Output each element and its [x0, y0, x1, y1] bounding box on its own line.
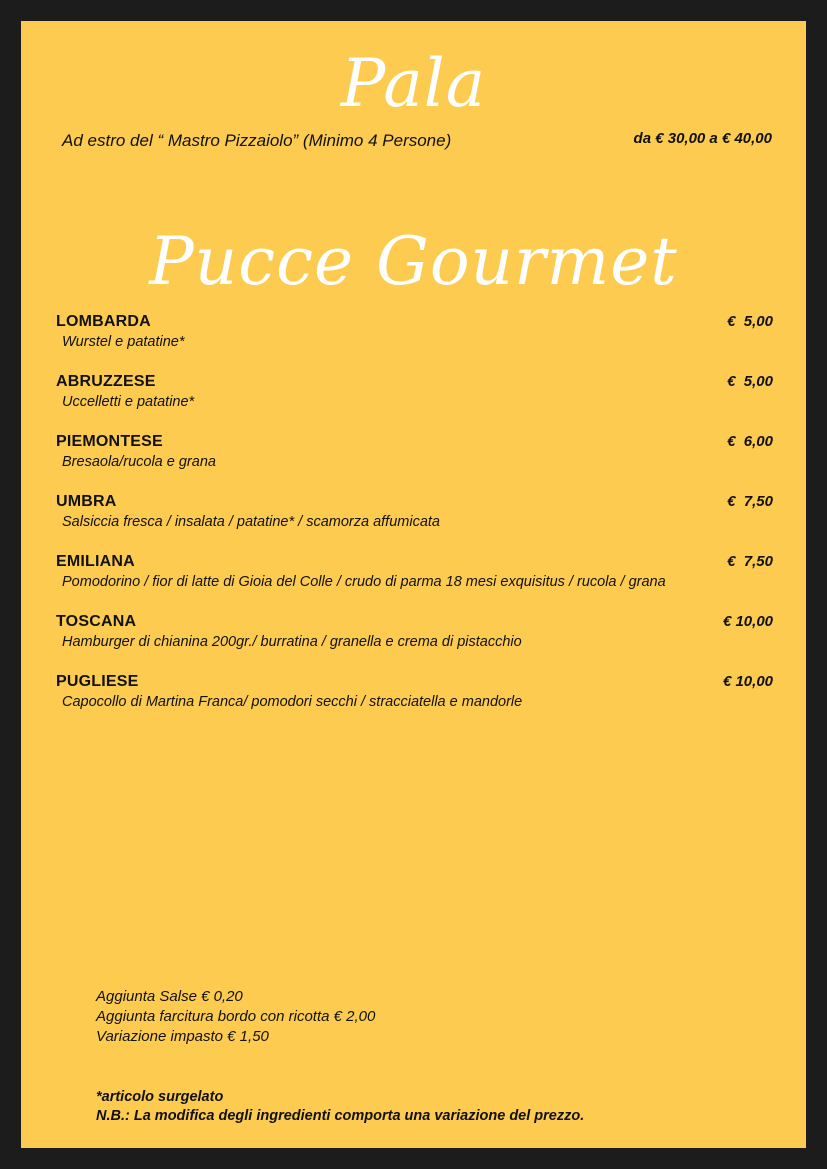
menu-item [56, 373, 773, 433]
menu-item-price: € 10,00 [722, 673, 773, 690]
footnotes [96, 1088, 584, 1126]
menu-item-description: Bresaola/rucola e grana [62, 454, 216, 470]
frozen-note: *articolo surgelato [96, 1089, 224, 1105]
menu-item [56, 553, 773, 613]
menu-item-name: PIEMONTESE [56, 433, 163, 450]
menu-item-price: € 5,00 [727, 313, 773, 330]
extra-dough-variation: Variazione impasto € 1,50 [96, 1028, 269, 1045]
menu-item-price: € 10,00 [722, 613, 773, 630]
menu-item-name: ABRUZZESE [56, 373, 156, 390]
menu-item [56, 673, 773, 733]
extras-list [96, 987, 375, 1047]
pucce-gourmet-title: Pucce Gourmet [149, 223, 678, 300]
menu-item-description: Pomodorino / fior di latte di Gioia del Colle / crudo di parma 18 mesi exquisitus / rucola / grana [62, 574, 666, 590]
pala-price: da € 30,00 a € 40,00 [633, 130, 772, 147]
extra-ricotta-crust: Aggiunta farcitura bordo con ricotta € 2,00 [96, 1008, 376, 1025]
menu-item-price: € 5,00 [727, 373, 773, 390]
extra-sauces: Aggiunta Salse € 0,20 [96, 988, 243, 1005]
menu-item-name: EMILIANA [56, 553, 135, 570]
menu-item-description: Capocollo di Martina Franca/ pomodori secchi / stracciatella e mandorle [62, 694, 523, 710]
menu-item-description: Uccelletti e patatine* [62, 394, 195, 410]
menu-item-price: € 7,50 [727, 553, 773, 570]
ingredient-change-note: N.B.: La modifica degli ingredienti comporta una variazione del prezzo. [96, 1108, 585, 1124]
menu-item [56, 613, 773, 673]
pala-title: Pala [340, 45, 487, 122]
menu-item-name: PUGLIESE [56, 673, 139, 690]
menu-item-name: TOSCANA [56, 613, 137, 630]
pucce-menu-list [56, 313, 773, 733]
menu-item-price: € 6,00 [727, 433, 773, 450]
menu-item-description: Hamburger di chianina 200gr./ burratina / granella e crema di pistacchio [62, 634, 522, 650]
menu-item [56, 313, 773, 373]
menu-item-price: € 7,50 [727, 493, 773, 510]
menu-item [56, 493, 773, 553]
menu-item-name: LOMBARDA [56, 313, 151, 330]
menu-item-description: Salsiccia fresca / insalata / patatine* / scamorza affumicata [62, 514, 440, 530]
menu-page [21, 21, 806, 1148]
menu-item-name: UMBRA [56, 493, 117, 510]
pala-description: Ad estro del “ Mastro Pizzaiolo” (Minimo 4 Persone) [62, 131, 452, 150]
menu-item [56, 433, 773, 493]
menu-item-description: Wurstel e patatine* [62, 334, 185, 350]
